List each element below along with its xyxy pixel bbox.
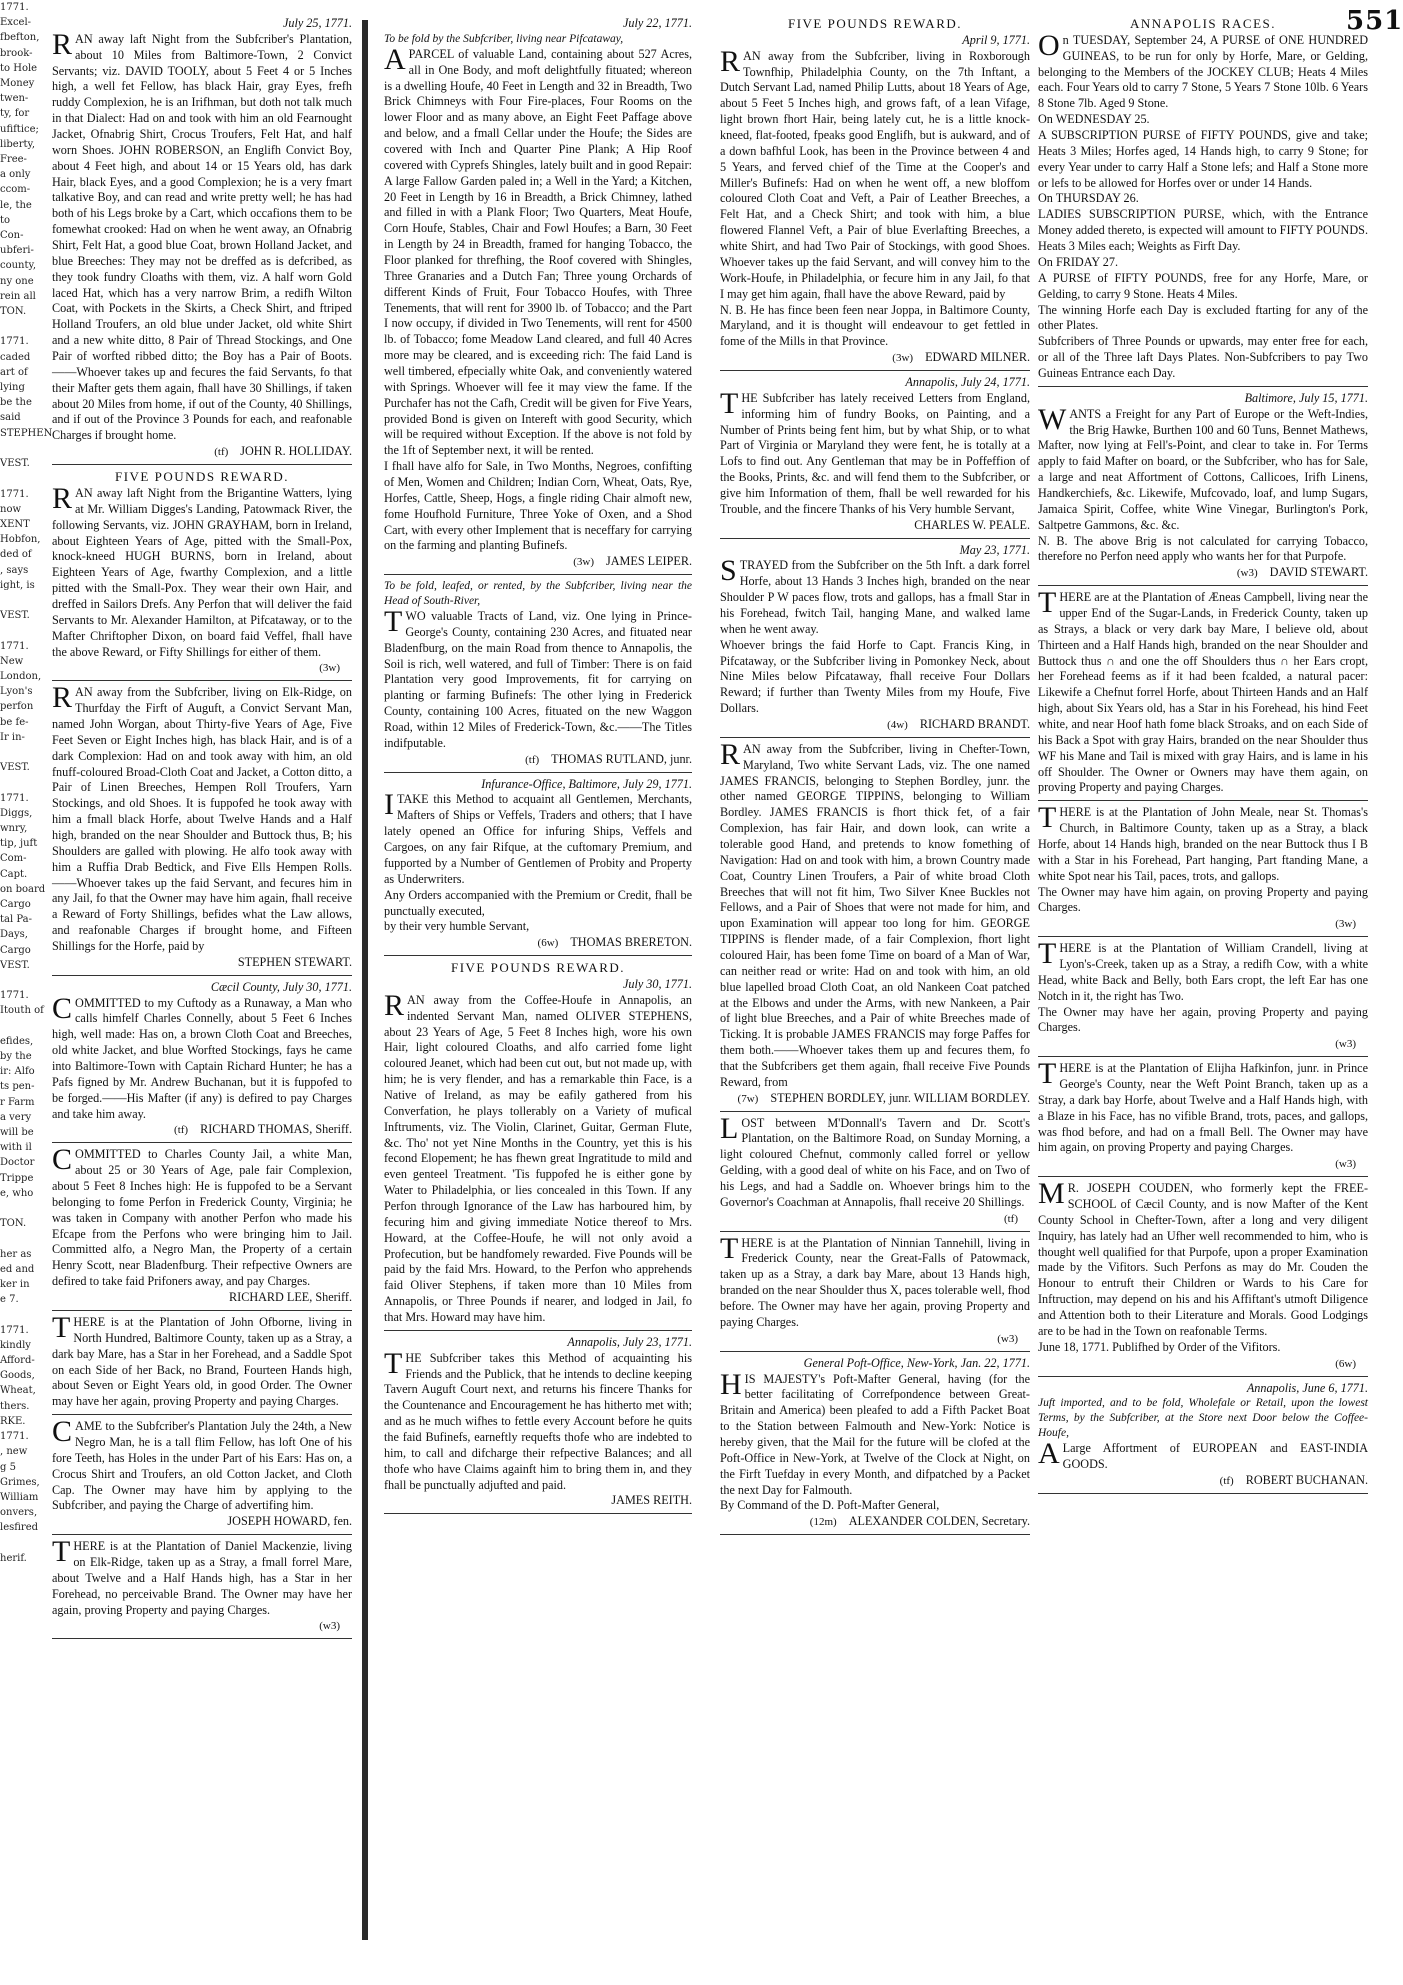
sliver-line: , says [0, 564, 29, 576]
column-2 [384, 16, 692, 1976]
advertisement [52, 980, 352, 1139]
ad-divider [384, 1330, 692, 1331]
ad-signature-line [384, 935, 692, 951]
sliver-line: STEPHEN [0, 427, 53, 439]
sliver-line: Wheat, [0, 1385, 36, 1397]
sliver-line: to [0, 214, 11, 226]
ad-divider [1038, 1176, 1368, 1177]
ad-divider [1038, 386, 1368, 387]
sliver-line [0, 623, 44, 638]
sliver-line: her as [0, 1248, 32, 1260]
sliver-line [0, 319, 44, 334]
sliver-line: tip, juft [0, 838, 38, 850]
advertisement [720, 1111, 1030, 1227]
advertisement [720, 1231, 1031, 1347]
ad-headline: ANNAPOLIS RACES. [1129, 16, 1277, 31]
insertion-code: (tf) [1003, 1212, 1018, 1225]
sliver-line: 1771. [0, 336, 29, 348]
advertisement [1038, 801, 1368, 932]
ad-divider [384, 574, 692, 575]
sliver-line: William [0, 1491, 39, 1503]
ad-signature-line [720, 717, 1030, 733]
sliver-line: XENT [0, 518, 30, 530]
insertion-code: (w3) [1335, 1158, 1356, 1171]
sliver-line [0, 471, 44, 486]
ad-divider [720, 737, 1030, 738]
ad-body: RAN away from the Coffee-Houfe in Annapolis, an indented Servant Man, named OLIVER STEPHENS, about 23 Years of Age, 5 Feet 8 Inches high, wore his own Hair, light coloured Cloaths, and alfo carried fome light coloured Jeanet, which had been cut out, but not made up, with him; he is very flender, and has a remarkable thin Face, is a Native of Ireland, as may be eafily gathered from his Converfation, he plays tollerably on a Variety of mufical Inftruments, viz. The Violin, Clarinet, Guitar, German Flute, &c. Tho' not yet Nine Months in the Country, yet this is his fecond Elopement; he has fhewn great Ingratitude to mild and even genteel Treatment. 'Tis fuppofed he is either gone by Water to Philadelphia, or lies concealed in this Town. If any Perfon through Ignorance of the Law has harboured him, by fecuring him and giving immediate Notice thereof to Mrs. Howard, at the Coffee-Houfe, he will not only avoid a Profecution, but be handfomely rewarded. Five Pounds will be paid by the faid Mrs. Howard, to the Perfon who apprehends faid Oliver Stephens, if taken more than 10 Miles from Annapolis, or Three Pounds if nearer, and lodged in Jail, fo that Mrs. Howard may have him. [384, 988, 692, 1325]
ad-signature: CHARLES W. PEALE. [914, 517, 1030, 532]
ad-divider [52, 1414, 352, 1415]
ad-signature-line [720, 1331, 1030, 1347]
sliver-line [0, 1019, 44, 1034]
sliver-line: ty, for [0, 108, 30, 120]
advertisement [52, 16, 352, 460]
sliver-line [0, 1201, 44, 1216]
insertion-code: (4w) [887, 718, 908, 731]
sliver-line [0, 973, 44, 988]
ad-signature: STEPHEN STEWART. [237, 954, 352, 969]
sliver-line: tal Pa- [0, 914, 32, 926]
sliver-line: by the [0, 1051, 32, 1063]
sliver-line: ight, is [0, 579, 35, 591]
advertisement [384, 16, 692, 570]
sliver-line [0, 1231, 44, 1246]
ad-divider [384, 1513, 692, 1514]
left-page-sliver [0, 0, 53, 1985]
ad-signature: RICHARD THOMAS, Sheriff. [200, 1122, 352, 1137]
advertisement [720, 543, 1030, 733]
ad-dateline: Baltimore, July 15, 1771. [1244, 390, 1368, 405]
ad-dateline: Annapolis, July 23, 1771. [567, 1334, 692, 1349]
sliver-line: will be [0, 1127, 34, 1139]
ad-divider [52, 1638, 352, 1639]
ad-divider [720, 538, 1030, 539]
ad-headline: FIVE POUNDS REWARD. [114, 469, 290, 485]
ad-signature-line [1038, 1036, 1368, 1052]
sliver-line: Afford- [0, 1355, 35, 1367]
ad-body: THERE is at the Plantation of Daniel Mackenzie, living on Elk-Ridge, taken up as a Stray, a fmall forrel Mare, about Twelve and a Half Hands high, has a Star in her Forehead, no perceivable Brand. The Owner may have her again, proving Property and paying Charges. [52, 1535, 352, 1617]
advertisement [52, 1310, 352, 1410]
advertisement [52, 681, 352, 970]
insertion-code: (7w) [737, 1092, 759, 1105]
sliver-line: e 7. [0, 1294, 19, 1306]
column-3 [720, 16, 1030, 1976]
insertion-code: (tf) [525, 753, 540, 766]
ad-body: ALarge Affortment of EUROPEAN and EAST-INDIA GOODS. [1038, 1437, 1368, 1472]
sliver-line: lying [0, 382, 25, 394]
ad-signature: RICHARD BRANDT. [919, 716, 1030, 731]
ad-signature: ROBERT BUCHANAN. [1245, 1472, 1368, 1487]
ad-dateline: Infurance-Office, Baltimore, July 29, 1771. [481, 776, 692, 791]
sliver-line: thers. [0, 1400, 30, 1412]
sliver-line: efides, [0, 1035, 34, 1047]
sliver-line: 1771. [0, 792, 29, 804]
page-number: 551 [1346, 6, 1403, 36]
sliver-line: Grimes, [0, 1476, 40, 1488]
insertion-code: (6w) [1335, 1357, 1356, 1370]
sliver-line: VEST. [0, 959, 30, 971]
ad-divider [720, 1111, 1030, 1112]
ad-dateline: July 30, 1771. [622, 976, 692, 991]
advertisement [1038, 16, 1368, 382]
sliver-line: ny one [0, 275, 34, 287]
sliver-line: liberty, [0, 138, 36, 150]
sliver-line: Cargo [0, 944, 31, 956]
sliver-line: ts pen- [0, 1081, 35, 1093]
ad-signature: THOMAS BRERETON. [570, 935, 692, 950]
insertion-code: (w3) [1236, 567, 1258, 580]
sliver-line [0, 745, 44, 760]
sliver-line: Money [0, 78, 35, 90]
ad-signature-line [384, 554, 692, 570]
ad-dateline: July 22, 1771. [622, 16, 692, 30]
ad-signature: JAMES LEIPER. [606, 554, 692, 569]
sliver-line: Goods, [0, 1370, 35, 1382]
sliver-line: Diggs, [0, 807, 33, 819]
advertisement [720, 375, 1030, 534]
ad-signature-line [52, 444, 352, 460]
sliver-line: Excel- [0, 17, 32, 29]
ad-signature: JOHN R. HOLLIDAY. [240, 444, 352, 459]
ad-body: COMMITTED to Charles County Jail, a white Man, about 25 or 30 Years of Age, pale fair Complexion, about 5 Feet 8 Inches high: He is fuppofed to be a Servant belonging to fome Perfon in Frederick County, Virginia; he was taken in Company with another Perfon who made his Efcape from the Perfons who were bringing him to Jail. Committed alfo, a Negro Man, the Property of a certain Henry Scott, near Bladenfburg. Their refpective Owners are defired to take faid Prifoners away, and pay Charges. [52, 1143, 352, 1289]
ad-divider [720, 1351, 1030, 1352]
ad-body: LOST between M'Donnall's Tavern and Dr. Scott's Plantation, on the Baltimore Road, on Sunday Morning, a light coloured Chefnut, commonly called forrel or yellow Gelding, with a good deal of white on his Face, and on Two of his Legs, and had a Saddle on. Whoever brings him to the Governor's Coachman at Annapolis, fhall receive 20 Shillings. [720, 1111, 1030, 1209]
ad-body: RAN away from the Subfcriber, living in Chefter-Town, Maryland, Two white Servant Lads, viz. The one named JAMES FRANCIS, belonging to Stephen Bordley, junr. the other named GEORGE TIPPINS, belonging to William Bordley. JAMES FRANCIS is fhort thick fet, of a fair Complexion, has fair Hair, and down look, can write a tolerable good Hand, and pretends to know fomething of Navigation: Had on and took with him, a brown Country made Coat, Country Linen Troufers, a Pair of white broad Cloth Breeches that will not fit him, Two Silver Knee Buckles not Fellows, and a Pair of Shoes that were not made for him, and upon Examination will appear too long for him. GEORGE TIPPINS is flender made, of a fair Complexion, fhort light coloured Hair, has been fome Time on board of a Man of War, can neither read or write: Had on and took with him, an old blue lapelled broad Cloth Coat, an old Nankeen Coat patched at the Elbows and under the Arms, with new Nankeen, a Pair of light blue Breeches, and a Pair of white Breeches made of Ticking. It is probable JAMES FRANCIS may forge Paffes for them both.——Whoever takes them up and fecures them, fo that the Subfcribers get them again, fhall receive Five Pounds Reward, from [720, 737, 1030, 1089]
sliver-line: e, who [0, 1187, 34, 1199]
ad-body: RAN away from the Subfcriber, living in Roxborough Townfhip, Philadelphia County, on the 7th Inftant, a Dutch Servant Lad, named Philip Lutts, about 18 Years of Age, about 5 Feet 5 Inches high, and grows faft, of a lean Vifage, light brown fhort Hair, being lately cut, he is a little knock-kneed, flat-footed, fpeaks good Englifh, but is aukward, and of a down bafhful Look, has been in the Province between 4 and 5 Years, and ferved chief of the Time at the Cooper's and Miller's Bufinefs: Had on when he went off, a new bloffom coloured Cloth Coat and Veft, a Pair of Leather Breeches, a Felt Hat, and a Check Shirt; and took with him, a blue flowered Flannel Veft, a Pair of blue Everlafting Breeches, a white Shirt, and had Two Pair of Stockings, with good Shoes. Whoever takes up the faid Servant, and will convey him to the Work-Houfe, in Philadelphia, or fecure him in any Jail, fo that I may get him again, fhall have the above Reward, paid by N. B. He has fince been feen near Joppa, in Baltimore County, Maryland, and it is thought will endeavour to get fettled in fome of the Mills in that Province. [720, 44, 1030, 349]
ad-body: RAN away laft Night from the Brigantine Watters, lying at Mr. William Digges's Landing, Patowmack River, the following Servants, viz. JOHN GRAYHAM, born in Ireland, about Eighteen Years of Age, pitted with the Small-Pox, knock-kneed HUGH BURNS, born in Ireland, about Eighteen Years of Age, fwarthy Complexion, and a little pitted with the Small-Pox. They wear their own Hair, and dreffed in Sailors Drefs. Any Perfon that will deliver the faid Servants to Mr. Alexander Hamilton, at Pifcataway, or to the Mafter Chriftopher Dixon, on board faid Veffel, fhall have the above Reward, or Fifty Shillings for either of them. [52, 481, 352, 659]
ad-signature-line [1038, 1356, 1368, 1372]
sliver-line: twen- [0, 93, 29, 105]
advertisement [1038, 1057, 1368, 1172]
sliver-line: RKE. [0, 1415, 26, 1427]
ad-signature: THOMAS RUTLAND, junr. [551, 751, 692, 766]
sliver-line: Capt. [0, 868, 28, 880]
sliver-line: r Farm [0, 1096, 35, 1108]
sliver-line: to Hole [0, 62, 38, 74]
ad-divider [1038, 800, 1368, 801]
ad-signature-line [52, 660, 352, 676]
insertion-code: (tf) [174, 1124, 189, 1137]
ad-body: WANTS a Freight for any Part of Europe or the Weft-Indies, the Brig Hawke, Burthen 100 and 60 Tuns, Bennet Mathews, Mafter, now lying at Fell's-Point, and clear to take in. For Terms apply to faid Mafter on board, or the Subfcriber, who has for Sale, a large and neat Affortment of Cottons, Callicoes, Irifh Linens, Handkerchiefs, &c. Likewife, Mufcovado, loaf, and lump Sugars, Jamaica Spirit, Coffee, white Wine Vinegar, Burlington's Pork, Saltpetre Gammons, &c. &c. N. B. The above Brig is not calculated for carrying Tobacco, therefore no Perfon need apply who wants her for that Purpofe. [1038, 402, 1368, 564]
ad-body: ITAKE this Method to acquaint all Gentlemen, Merchants, Mafters of Ships or Veffels, Traders and others; that I have lately opened an Office for infuring Ships, Veffels and Cargoes, on any fair Rifque, at the cuftomary Premium, and fupported by a Number of Gentlemen of Probity and Property as Underwriters. Any Orders accompanied with the Premium or Credit, fhall be punctually executed, by their very humble Servant, [384, 788, 692, 934]
sliver-line: Days, [0, 929, 28, 941]
insertion-code: (3w) [892, 352, 914, 365]
ad-signature-line [52, 955, 352, 971]
ad-divider [384, 772, 692, 773]
advertisement [1038, 937, 1368, 1052]
insertion-code: (3w) [319, 662, 340, 675]
sliver-line [0, 775, 44, 790]
ad-signature-line [720, 1091, 1030, 1107]
ad-divider [720, 370, 1030, 371]
ad-body: THERE is at the Plantation of John Ofborne, living in North Hundred, Baltimore County, taken up as a Stray, a dark bay Mare, has a Star in her Forehead, and a Saddle Spot on each Side of her Back, no Brand, Fourteen Hands high, about Seven or Eight Years old, in good Order. The Owner may have her again, proving Property and paying Charges. [52, 1310, 352, 1409]
ad-body: THERE is at the Plantation of Ninnian Tannehill, living in Frederick County, near the Great-Falls of Patowmack, taken up as a Stray, a dark bay Mare, about 13 Hands high, branded on the near Shoulder thus X, paces tolerable well, fhod before. The Owner may have her again, proving Property and paying Charges. [720, 1231, 1031, 1329]
ad-body: THE Subfcriber takes this Method of acquainting his Friends and the Publick, that he intends to decline keeping Tavern Auguft Court next, and returns his fincere Thanks for the Countenance and Encouragement he has hitherto met with; and as he much wifhes to fettle every Account before he quits the faid Bufinefs, earneftly requefts thofe who are indebted to him, to call and difcharge their refpective Balances; and all thofe who have Claims againft him to bring them in, and they fhall be punctually adjufted and paid. [384, 1346, 692, 1492]
ad-signature-line [1038, 916, 1368, 932]
ad-body: THERE are at the Plantation of Æneas Campbell, living near the upper End of the Sugar-Lands, in Frederick County, taken up as Strays, a black or very dark bay Mare, I believe old, about Thirteen and a Half Hands high, branded on the near Shoulder and Buttock thus ∩ and one the off Shoulders thus ∩ her Ears cropt, her Forehead feems as if it had been fcalded, a natural pacer: Likewife a Chefnut forrel Horfe, about Thirteen Hands and an Half high, about Six Years old, has a Star in his Forehead, his hind Feet white, and near Hoof hath fome black Stroaks, and on each Side of his Back a Spot with gray Hairs, branded on the near Shoulder thus WF his Mane and Tail is mixed with gray Hairs, and is lame in his off Shoulder. The Owner or Owners may have them again, on proving Property and paying Charges. [1038, 586, 1368, 795]
ad-body: THERE is at the Plantation of William Crandell, living at Lyon's-Creek, taken up as a Stray, a redifh Cow, with a white Head, white Back and Belly, both Ears cropt, the left Ear has one Notch in it, the right has Two. The Owner may have her again, proving Property and paying Charges. [1038, 937, 1368, 1035]
ad-divider [384, 955, 692, 956]
advertisement [1038, 1381, 1368, 1489]
ad-signature: STEPHEN BORDLEY, junr. WILLIAM BORDLEY. [770, 1090, 1030, 1105]
sliver-line: with il [0, 1142, 32, 1154]
ad-body: THE Subfcriber has lately received Letters from England, informing him of fundry Books, on Painting, and a Number of Prints being fent him, but by what Ship, or to what Part of Virginia or Maryland they were fent, he is totally at a Lofs to find out. Any Gentleman that may be in Poffeffion of the Books, Prints, &c. and will fend them to the Subfcriber, or give him Information of them, fhall be well rewarded for his Trouble, and the fincere Thanks of his Very humble Servant, [720, 386, 1030, 516]
insertion-code: (3w) [1335, 918, 1356, 931]
advertisement [384, 1335, 692, 1509]
ad-divider [720, 1534, 1030, 1535]
ad-signature-line [1038, 565, 1368, 581]
sliver-line: rein all [0, 290, 36, 302]
ad-signature-line [1038, 1473, 1368, 1489]
insertion-code: (3w) [573, 556, 594, 569]
ad-dateline: Cæcil County, July 30, 1771. [210, 979, 352, 994]
sliver-line: art of [0, 366, 28, 378]
sliver-line [0, 1536, 44, 1551]
insertion-code: (w3) [997, 1332, 1018, 1345]
ad-body: STRAYED from the Subfcriber on the 5th Inft. a dark forrel Horfe, about 13 Hands 3 Inches high, branded on the near Shoulder P W paces flow, trots and gallops, has a fmall Star in his Forehead, fwitch Tail, hanging Mane, and walked lame when he went away. Whoever brings the faid Horfe to Capt. Francis King, in Pifcataway, or the Subfcriber living in Pomonkey Neck, about Nine Miles below Pifcataway, fhall receive Four Dollars Reward; if further than Twenty Miles from my Houfe, Five Dollars. [720, 554, 1030, 716]
ad-divider [52, 680, 352, 681]
ad-signature-line [384, 752, 692, 768]
sliver-line: kindly [0, 1339, 31, 1351]
advertisement [1038, 586, 1368, 796]
ad-dateline: April 9, 1771. [962, 32, 1030, 47]
ad-signature-line [52, 1514, 352, 1530]
sliver-line [0, 593, 44, 608]
sliver-line: a very [0, 1111, 32, 1123]
sliver-line: 1771. [0, 488, 29, 500]
ad-signature-line [1038, 1156, 1368, 1172]
sliver-line: Hobfon, [0, 534, 41, 546]
ad-signature-line [52, 1122, 352, 1138]
sliver-line: perfon [0, 701, 34, 713]
ad-divider [52, 1142, 352, 1143]
sliver-line: ubferi- [0, 245, 34, 257]
ad-headline: FIVE POUNDS REWARD. [450, 960, 626, 976]
sliver-line: lesfired [0, 1522, 39, 1534]
ad-signature: DAVID STEWART. [1269, 565, 1368, 580]
ad-dateline: July 25, 1771. [282, 16, 352, 30]
ad-signature-line [384, 1493, 692, 1509]
sliver-line: Doctor [0, 1157, 35, 1169]
ad-divider [1038, 585, 1368, 586]
advertisement [720, 16, 1030, 366]
ad-body: RAN away laft Night from the Subfcriber's Plantation, about 10 Miles from Baltimore-Town, 2 Convict Servants; viz. DAVID TOOLY, about 5 Feet 4 or 5 Inches high, a well fet Fellow, has black Hair, gray Eyes, frefh ruddy Complexion, he is an Irifhman, but doth not talk much in that Dialect: Had on and took with him an old Fearnought Jacket, Ofnabrig Shirt, Crocus Troufers, Felt Hat, and half worn Shoes. JOHN ROBERSON, an Englifh Convict Boy, about 4 Feet high, and about 14 or 15 Years old, has dark Hair, black Eyes, and a good Complexion; he is a very fmart talkative Boy, and can read and write pretty well; he has had both of his Legs broke by a Cart, which occafions them to be fomewhat crooked: Had on when he went away, an Ofnabrig Shirt, Felt Hat, a good blue Coat, brown Holland Jacket, and blue Breeches: They may not be dreffed as is defcribed, as they took fundry Cloaths with them, viz. A half worn Gold laced Hat, which has a very narrow Brim, a redifh Wilton Coat, with Pockets in the Skirts, a Check Shirt, and ftriped Holland Troufers, an old blue under Jacket, old white Shirt and a new white ditto, 8 Pair of Thread Stockings, and One Pair of worfted ribbed ditto; the Boy has a Pair of Boots.——Whoever takes up and fecures the faid Servants, fo that their Mafter gets them again, fhall have 30 Shillings, if taken about 20 Miles from home, if out of the County, 40 Shillings, and if out of the Province 3 Pounds for each, and reafonable Charges if brought home. [52, 27, 352, 443]
column-1 [52, 16, 352, 1976]
sliver-line: now [0, 503, 22, 515]
sliver-line: le, the [0, 199, 32, 211]
advertisement [720, 737, 1030, 1107]
ad-divider [1038, 936, 1368, 937]
sliver-line: ufiftice; [0, 123, 39, 135]
sliver-line: 1771. [0, 640, 29, 652]
sliver-line: be the [0, 397, 32, 409]
sliver-line: caded [0, 351, 31, 363]
sliver-line [0, 1307, 44, 1322]
sliver-line: ed and [0, 1263, 35, 1275]
ad-divider [1038, 1493, 1368, 1494]
insertion-code: (tf) [1219, 1474, 1234, 1487]
ad-preface: To be fold by the Subfcriber, living near Pifcataway, [384, 32, 624, 45]
sliver-line: onvers, [0, 1507, 38, 1519]
sliver-line: ded of [0, 549, 32, 561]
sliver-line: ccom- [0, 184, 31, 196]
ad-body: MR. JOSEPH COUDEN, who formerly kept the FREE-SCHOOL of Cæcil County, and is now Mafter of the Kent County School in Chefter-Town, after a long and very diligent Inquiry, has lately had an Ufher well recommended to him, who is thought well qualified for that Purpofe, upon a proper Examination made by the Vifitors. Such Perfons as may do Mr. Couden the Honour to entruft their Children or Wards to his Care for Inftruction, may depend on his and his Affiftant's utmoft Diligence and Attention both to their Literature and Morals. Good Lodgings are to be had in the Town on reafonable Terms. June 18, 1771. Publifhed by Order of the Vifitors. [1038, 1177, 1368, 1354]
sliver-line: said [0, 412, 21, 424]
sliver-line: g 5 [0, 1461, 16, 1473]
sliver-line: a only [0, 169, 31, 181]
ad-divider [52, 975, 352, 976]
sliver-line: 1771. [0, 990, 29, 1002]
ad-dateline: Annapolis, June 6, 1771. [1246, 1380, 1368, 1395]
ad-body: CAME to the Subfcriber's Plantation July the 24th, a New Negro Man, he is a tall flim Fellow, has loft One of his fore Teeth, has Holes in the under Part of his Ears: Has on, a Crocus Shirt and Troufers, an old Cotton Jacket, and Cloth Cap. The Owner may have him by applying to the Subfcriber, and paying the Charge of advertifing him. [52, 1415, 352, 1513]
advertisement [1038, 391, 1368, 581]
ad-signature: RICHARD LEE, Sheriff. [229, 1290, 352, 1305]
sliver-line: New [0, 655, 24, 667]
sliver-line: county, [0, 260, 37, 272]
sliver-line: VEST. [0, 762, 30, 774]
ad-signature-line [720, 1211, 1030, 1227]
sliver-line: , new [0, 1446, 28, 1458]
ad-dateline: General Poft-Office, New-York, Jan. 22, 1771. [803, 1355, 1030, 1370]
ad-divider [52, 464, 352, 465]
ad-headline: FIVE POUNDS REWARD. [787, 16, 963, 31]
sliver-line: Ir in- [0, 731, 25, 743]
ad-signature-line [52, 1618, 352, 1634]
ad-signature-line [720, 1514, 1030, 1530]
insertion-code: (12m) [809, 1516, 837, 1529]
insertion-code: (tf) [214, 446, 229, 459]
advertisement [52, 1535, 352, 1634]
ad-body: RAN away from the Subfcriber, living on Elk-Ridge, on Thurfday the Firft of Auguft, a Convict Servant Man, named John Worgan, about Thirty-five Years of Age, Five Feet Seven or Eight Inches high, has black Hair, and is of a dark Complexion: Had on and took away with him, an old fnuff-coloured Broad-Cloth Coat and Jacket, a Cotton ditto, a Pair of Linen Breeches, Hempen Roll Troufers, Yarn Stockings, and old Shoes. It is fuppofed he took away with him a fmall black Horfe, about Twelve Hands and a Half high, branded on the near Shoulder and Buttock thus, B; his Shoulders are galled with plowing. He alfo took away with him a Ruffia Drab Bedtick, and Five Ells Hempen Rolls.——Whoever takes up the faid Servant, and fecures him in any Jail, fo that the Owner may have him again, fhall receive a Reward of Forty Shillings, befides what the Law allows, and reafonable Charges if brought home, and Fifteen Shillings for the Horfe, paid by [52, 681, 352, 954]
sliver-line: ker in [0, 1279, 30, 1291]
sliver-line: 1771. [0, 1431, 29, 1443]
sliver-line: TON. [0, 1218, 27, 1230]
ad-body: On TUESDAY, September 24, A PURSE of ONE HUNDRED GUINEAS, to be run for only by Horfe, Mare, or Gelding, belonging to the Members of the JOCKEY CLUB; Heats 4 Miles each. Four Years old to carry 7 Stone, 5 Years 7 Stone 10lb. 6 Years 8 Stone 7lb. Aged 9 Stone. On WEDNESDAY 25. A SUBSCRIPTION PURSE of FIFTY POUNDS, give and take; Heats 3 Miles; Horfes aged, 14 Hands high, to carry 9 Stone; for every Year under to carry Half a Stone lefs; and Half a Stone more or lefs to be allowed for Horfes over or under 14 Hands. On THURSDAY 26. LADIES SUBSCRIPTION PURSE, which, with the Entrance Money added thereto, is expected will amount to FIFTY POUNDS. Heats 3 Miles each; Weights as Firft Day. On FRIDAY 27. A PURSE of FIFTY POUNDS, free for any Horfe, Mare, or Gelding, to carry 9 Stone. Heats 4 Miles. The winning Horfe each Day is excluded ftarting for any of the other Plates. Subfcribers of Three Pounds or upwards, may enter free for each, or all of the Three laft Days Plates. Non-Subfcribers to pay Two Guineas Entrance each Day. [1038, 28, 1368, 380]
ad-divider [52, 1534, 352, 1535]
ad-body: COMMITTED to my Cuftody as a Runaway, a Man who calls himfelf Charles Connelly, about 5 Feet 6 Inches high, well made: Has on, a brown Cloth Coat and Breeches, old white Jacket, and blue Worfted Stockings, fays he came into Baltimore-Town with Captain Richard Hunter; he has a Pafs figned by Mr. Andrew Buchanan, but it is fuppofed to be forged.——His Mafter (if any) is defired to pay Charges and take him away. [52, 991, 352, 1121]
insertion-code: (w3) [319, 1620, 340, 1633]
ad-signature: ALEXANDER COLDEN, Secretary. [848, 1514, 1030, 1529]
sliver-line: Cargo [0, 898, 31, 910]
ad-signature-line [720, 518, 1030, 534]
ad-body: THERE is at the Plantation of John Meale, near St. Thomas's Church, in Baltimore County, taken up as a Stray, a black Horfe, about 14 Hands high, branded on the near Buttock thus I B with a Star in his Forehead, Part hanging, Part ftanding Mane, a white Spot near his Tail, paces, trots, and gallops. The Owner may have him again, on proving Property and paying Charges. [1038, 801, 1368, 915]
advertisement [720, 1356, 1030, 1530]
sliver-line: on board [0, 883, 46, 895]
ad-signature: JOSEPH HOWARD, fen. [227, 1514, 352, 1529]
sliver-line: Trippe [0, 1172, 34, 1184]
advertisement [384, 960, 692, 1326]
sliver-line: TON. [0, 306, 27, 318]
sliver-line: Lyon's [0, 686, 33, 698]
sliver-line: VEST. [0, 458, 30, 470]
sliver-line: 1771. [0, 1324, 29, 1336]
ad-body: THERE is at the Plantation of Elijha Hafkinfon, junr. in Prince George's County, near the Weft Point Branch, taken up as a Stray, a dark bay Horfe, about Twelve and a Half Hands high, with a Blaze in his Face, has no vifible Brand, trots, paces, and gallops, was fhod before, and had on a fmall Bell. The Owner may have him again, on proving Property and paying Charges. [1038, 1057, 1368, 1155]
sliver-line: be fe- [0, 716, 29, 728]
ad-body: APARCEL of valuable Land, containing about 527 Acres, all in One Body, and moft delightfully fituated; whereon is a dwelling Houfe, 40 Feet in Length and 32 in Breadth, Two Brick Chimneys with Four Fire-places, Four Rooms on the lower Floor and as many above, an Eight Feet Paffage above and below, and a fmall Cellar under the Houfe; the Sides are covered with Inch and Quarter Pine Plank; A Hip Roof covered with Cyprefs Shingles, lately built and in good Repair: A large Fallow Garden paled in; a Well in the Yard; a Kitchen, 20 Feet in Length by 16 in Breadth, a Brick Chimney, lathed and filled in with a Plank Floor; Two Quarters, Meat Houfe, Corn Houfe, Stables, Chair and Fowl Houfes; a Barn, 30 Feet in Length by 24 in Breadth, framed for hanging Tobacco, the Floor planked for threfhing, the Roof covered with Shingles, Three Granaries and a Dutch Fan; Three young Orchards of different Kinds of Fruit, Four Tobacco Houfes, with Three Tenements, that will rent for 3900 lb. of Tobacco; and the Part I now occupy, if divided in Two Tenements, will rent for 4500 lb. of Tobacco; fome Meadow Land cleared, and full 40 Acres more may be cleared, and is exceeding rich: The faid Land is well timbered, efpecially white Oak, and conveniently watered with Springs. Whoever will fee it may view the fame. If the Purchafer has not the Cafh, Credit will be given for Five Years, provided Bond is given on Intereft with good Security, which will be required without Exception. If the above is not fold by the 1ft of September next, it will be rented. I fhall have alfo for Sale, in Two Months, Negroes, confifting of Men, Women and Children; Indian Corn, Wheat, Oats, Rye, Horfes, Cattle, Sheep, Hogs, a fingle riding Chair almoft new, fome Houfhold Furniture, Three Yoke of Oxen, and a Shod Cart, with every other Implement that is neceffary for carrying on the farming and planting Bufinefs. [384, 42, 693, 553]
ad-dateline: Annapolis, July 24, 1771. [905, 374, 1030, 389]
sliver-line: VEST. [0, 610, 30, 622]
sliver-line: ir: Alfo [0, 1066, 35, 1078]
sliver-line: brook- [0, 47, 33, 59]
advertisement [1038, 1177, 1368, 1371]
ad-divider [1038, 1376, 1368, 1377]
advertisement [52, 1143, 352, 1306]
ad-preface: Juft imported, and to be fold, Wholefale or Retail, upon the lowest Terms, by the Subfcriber, at the Store next Door below the Coffee-Houfe, [1038, 1397, 1368, 1440]
sliver-line: London, [0, 670, 42, 682]
sliver-line: Com- [0, 853, 27, 865]
sliver-line: herif. [0, 1552, 27, 1564]
advertisement [52, 1415, 352, 1530]
sliver-line: wnry, [0, 822, 28, 834]
sliver-line: 1771. [0, 2, 29, 13]
ad-body: TWO valuable Tracts of Land, viz. One lying in Prince-George's County, containing 230 Acres, and fituated near Bladenfburg, on the main Road from thence to Annapolis, the Soil is rich, well watered, and full of Timber: There is on faid Plantation very good Improvements, fit for carrying on planting or farming Bufinefs: The other lying in Frederick County, containing 100 Acres, fituated on the new Waggon Road, within 12 Miles of Frederick-Town, &c.——The Titles indifputable. [384, 605, 692, 750]
ad-divider [720, 1231, 1030, 1232]
ad-signature-line [720, 350, 1030, 366]
sliver-line: Itouth of [0, 1005, 44, 1017]
sliver-line [0, 441, 44, 456]
ad-preface: To be fold, leafed, or rented, by the Subfcriber, living near the Head of South-River, [384, 580, 692, 608]
advertisement [52, 469, 352, 676]
ad-signature: EDWARD MILNER. [925, 350, 1030, 365]
ad-divider [52, 1310, 352, 1311]
advertisement [384, 777, 692, 951]
sliver-line: Free- [0, 154, 27, 166]
advertisement [384, 579, 692, 767]
column-gutter [362, 20, 368, 1940]
sliver-line: fbefton, [0, 32, 40, 44]
ad-signature-line [52, 1290, 352, 1306]
ad-dateline: May 23, 1771. [959, 542, 1030, 557]
column-4 [1038, 16, 1368, 1976]
ad-body: HIS MAJESTY's Poft-Mafter General, having (for the better facilitating of Correfpondence between Great-Britain and America) been pleafed to add a Fifth Packet Boat to the Station between Falmouth and New-York: Notice is hereby given, that the Mail for the future will be clofed at the Poft-Office in New-York, at Twelve of the Clock at Night, on the Firft Tuefday in every Month, and difpatched by a Packet the next Day for Falmouth. By Command of the D. Poft-Mafter General, [720, 1367, 1030, 1513]
ad-divider [1038, 1056, 1368, 1057]
ad-signature: JAMES REITH. [611, 1493, 692, 1508]
insertion-code: (6w) [537, 937, 559, 950]
insertion-code: (w3) [1335, 1038, 1356, 1051]
sliver-line: Con- [0, 230, 24, 242]
